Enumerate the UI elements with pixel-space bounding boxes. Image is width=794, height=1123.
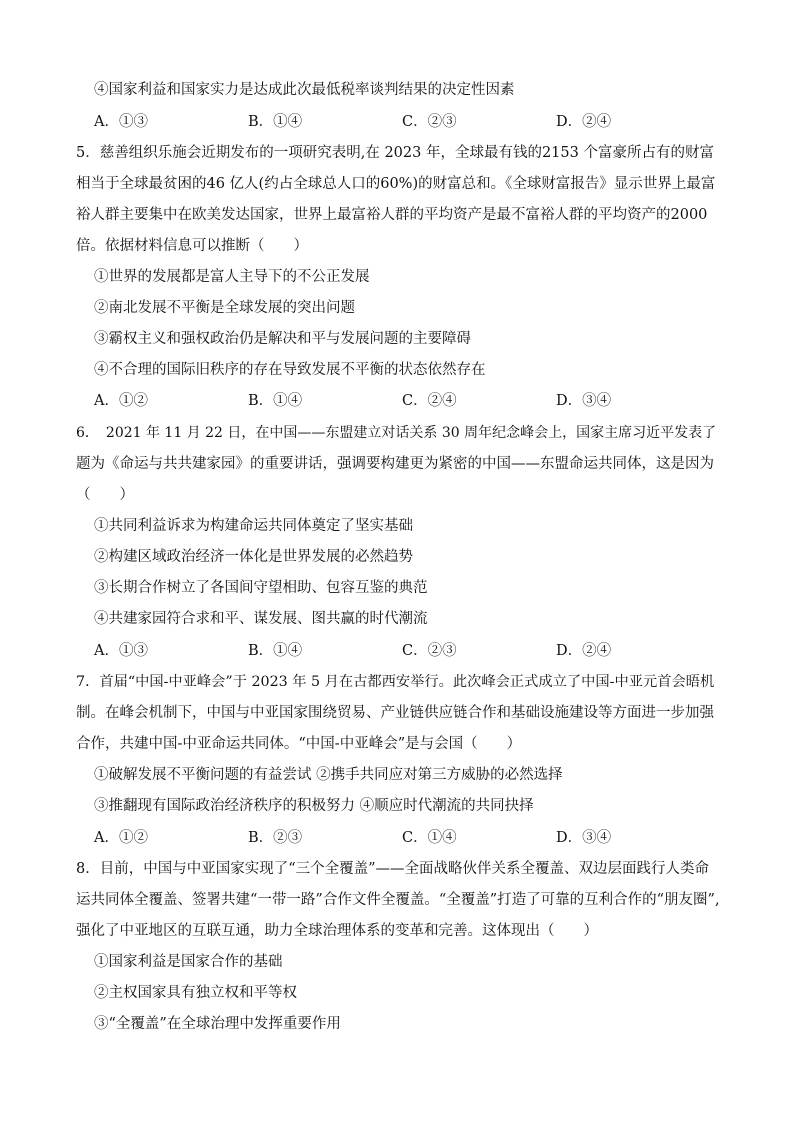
- question-5-option: ④不合理的国际旧秩序的存在导致发展不平衡的状态依然存在: [94, 362, 486, 378]
- question-5-stem-line: 相当于全球最贫困的46 亿人(约占全球总人口的60%)的财富总和。《全球财富报告》显示世界上最富: [76, 176, 716, 192]
- question-6-stem-line: 6． 2021 年 11 月 22 日，在中国——东盟建立对话关系 30 周年纪念峰会上，国家主席习近平发表了: [76, 425, 717, 441]
- choice-b[interactable]: B．①④: [248, 643, 303, 659]
- question-6-option: ③长期合作树立了各国间守望相助、包容互鉴的典范: [94, 580, 428, 596]
- choice-a[interactable]: A．①②: [94, 393, 148, 409]
- choice-a[interactable]: A．①②: [94, 830, 148, 846]
- choice-b[interactable]: B．①④: [248, 114, 303, 130]
- question-7-option: ③推翻现有国际政治经济秩序的积极努力 ④顺应时代潮流的共同抉择: [94, 798, 534, 814]
- question-5-stem-line: 裕人群主要集中在欧美发达国家，世界上最富裕人群的平均资产是最不富裕人群的平均资产的2000: [76, 207, 708, 223]
- question-4-choices: [94, 112, 714, 132]
- question-7-option: ①破解发展不平衡问题的有益尝试 ②携手共同应对第三方威胁的必然选择: [94, 767, 563, 783]
- choice-b[interactable]: B．②③: [248, 830, 303, 846]
- question-5-option: ①世界的发展都是富人主导下的不公正发展: [94, 269, 370, 285]
- choice-d[interactable]: D．②④: [556, 114, 612, 130]
- question-8-stem-line: 强化了中亚地区的互联互通，助力全球治理体系的变革和完善。这体现出（ ）: [76, 923, 598, 939]
- question-8-stem-line: 运共同体全覆盖、签署共建“一带一路”合作文件全覆盖。“全覆盖”打造了可靠的互利合作的“朋友圈”,: [76, 892, 720, 908]
- question-7-stem-line: 7．首届“中国-中亚峰会”于 2023 年 5 月在古都西安举行。此次峰会正式成立了中国-中亚元首会晤机: [76, 674, 715, 690]
- question-8-option: ②主权国家具有独立权和平等权: [94, 985, 297, 1001]
- question-5-option: ②南北发展不平衡是全球发展的突出问题: [94, 300, 355, 316]
- question-7-stem-line: 制。在峰会机制下，中国与中亚国家围绕贸易、产业链供应链合作和基础设施建设等方面进一步加强: [76, 705, 714, 721]
- choice-c[interactable]: C．②④: [402, 393, 457, 409]
- question-6-choices: [94, 641, 714, 661]
- choice-d[interactable]: D．③④: [556, 393, 612, 409]
- question-8-stem-line: 8．目前，中国与中亚国家实现了“三个全覆盖”——全面战略伙伴关系全覆盖、双边层面践行人类命: [76, 861, 710, 877]
- question-7-stem-line: 合作，共建中国-中亚命运共同体。“中国-中亚峰会”是与会国（ ）: [76, 736, 522, 752]
- choice-a[interactable]: A．①③: [94, 114, 148, 130]
- choice-d[interactable]: D．③④: [556, 830, 612, 846]
- choice-c[interactable]: C．②③: [402, 643, 457, 659]
- question-5-choices: [94, 391, 714, 411]
- question-5-stem-line: 5．慈善组织乐施会近期发布的一项研究表明,在 2023 年，全球最有钱的2153 个富豪所占有的财富: [76, 145, 714, 161]
- choice-c[interactable]: C．②③: [402, 114, 457, 130]
- question-5-stem-line: 倍。依据材料信息可以推断（ ）: [76, 238, 308, 254]
- choice-c[interactable]: C．①④: [402, 830, 457, 846]
- question-8-option: ③“全覆盖”在全球治理中发挥重要作用: [94, 1016, 341, 1032]
- question-8-option: ①国家利益是国家合作的基础: [94, 954, 283, 970]
- question-7-choices: [94, 828, 714, 848]
- question-6-option: ①共同利益诉求为构建命运共同体奠定了坚实基础: [94, 518, 413, 534]
- choice-d[interactable]: D．②④: [556, 643, 612, 659]
- question-6-option: ④共建家园符合求和平、谋发展、图共赢的时代潮流: [94, 611, 428, 627]
- question-6-stem-line: （ ）: [76, 487, 134, 503]
- question-4-option-4: ④国家利益和国家实力是达成此次最低税率谈判结果的决定性因素: [94, 82, 515, 98]
- question-5-option: ③霸权主义和强权政治仍是解决和平与发展问题的主要障碍: [94, 331, 471, 347]
- question-6-stem-line: 题为《命运与共共建家园》的重要讲话，强调要构建更为紧密的中国——东盟命运共同体，这是因为: [76, 456, 714, 472]
- question-6-option: ②构建区域政治经济一体化是世界发展的必然趋势: [94, 549, 413, 565]
- choice-a[interactable]: A．①③: [94, 643, 148, 659]
- choice-b[interactable]: B．①④: [248, 393, 303, 409]
